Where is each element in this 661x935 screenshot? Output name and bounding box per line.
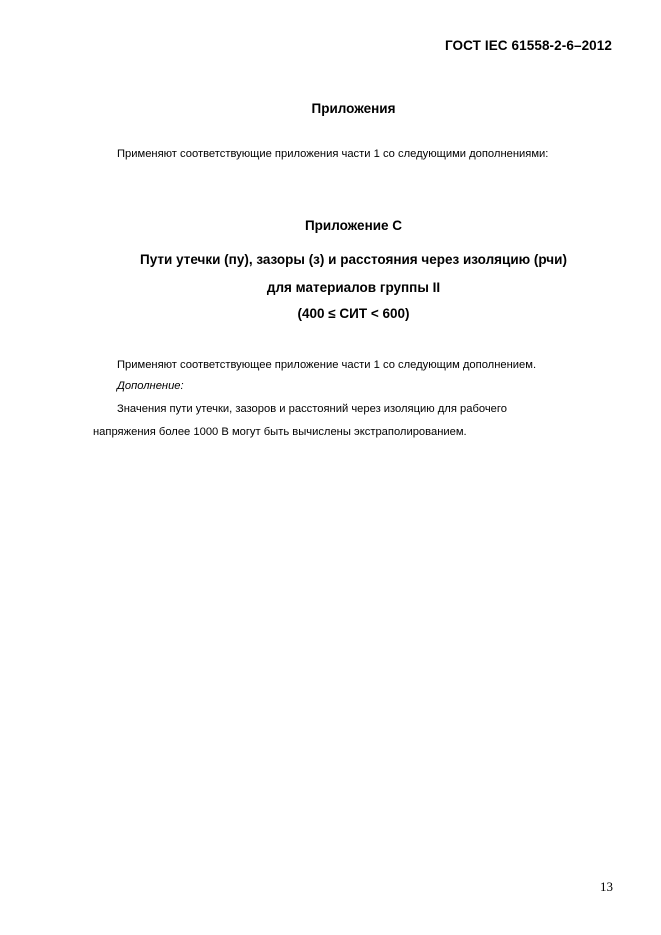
annex-c-subtitle-line-3: (400 ≤ СИТ < 600) (297, 306, 410, 321)
document-code: ГОСТ IEC 61558-2-6–2012 (444, 38, 612, 53)
annex-c-subtitle-line-1: Пути утечки (пу), зазоры (з) и расстояния через изоляцию (рчи) (140, 252, 567, 267)
annex-c-apply-paragraph: Применяют соответствующее приложение части 1 со следующим дополнением. (117, 359, 537, 371)
annex-c-body-line-1: Значения пути утечки, зазоров и расстояний через изоляцию для рабочего (117, 403, 507, 415)
annex-c-heading: Приложение С (304, 218, 403, 233)
page-number: 13 (600, 879, 613, 894)
appendices-intro: Применяют соответствующие приложения части 1 со следующими дополнениями: (117, 148, 549, 160)
appendices-heading: Приложения (311, 101, 396, 116)
annex-c-subtitle-line-2: для материалов группы II (266, 280, 441, 295)
annex-c-body-line-2: напряжения более 1000 В могут быть вычислены экстраполированием. (93, 426, 467, 438)
annex-c-addition-label: Дополнение: (117, 380, 184, 392)
